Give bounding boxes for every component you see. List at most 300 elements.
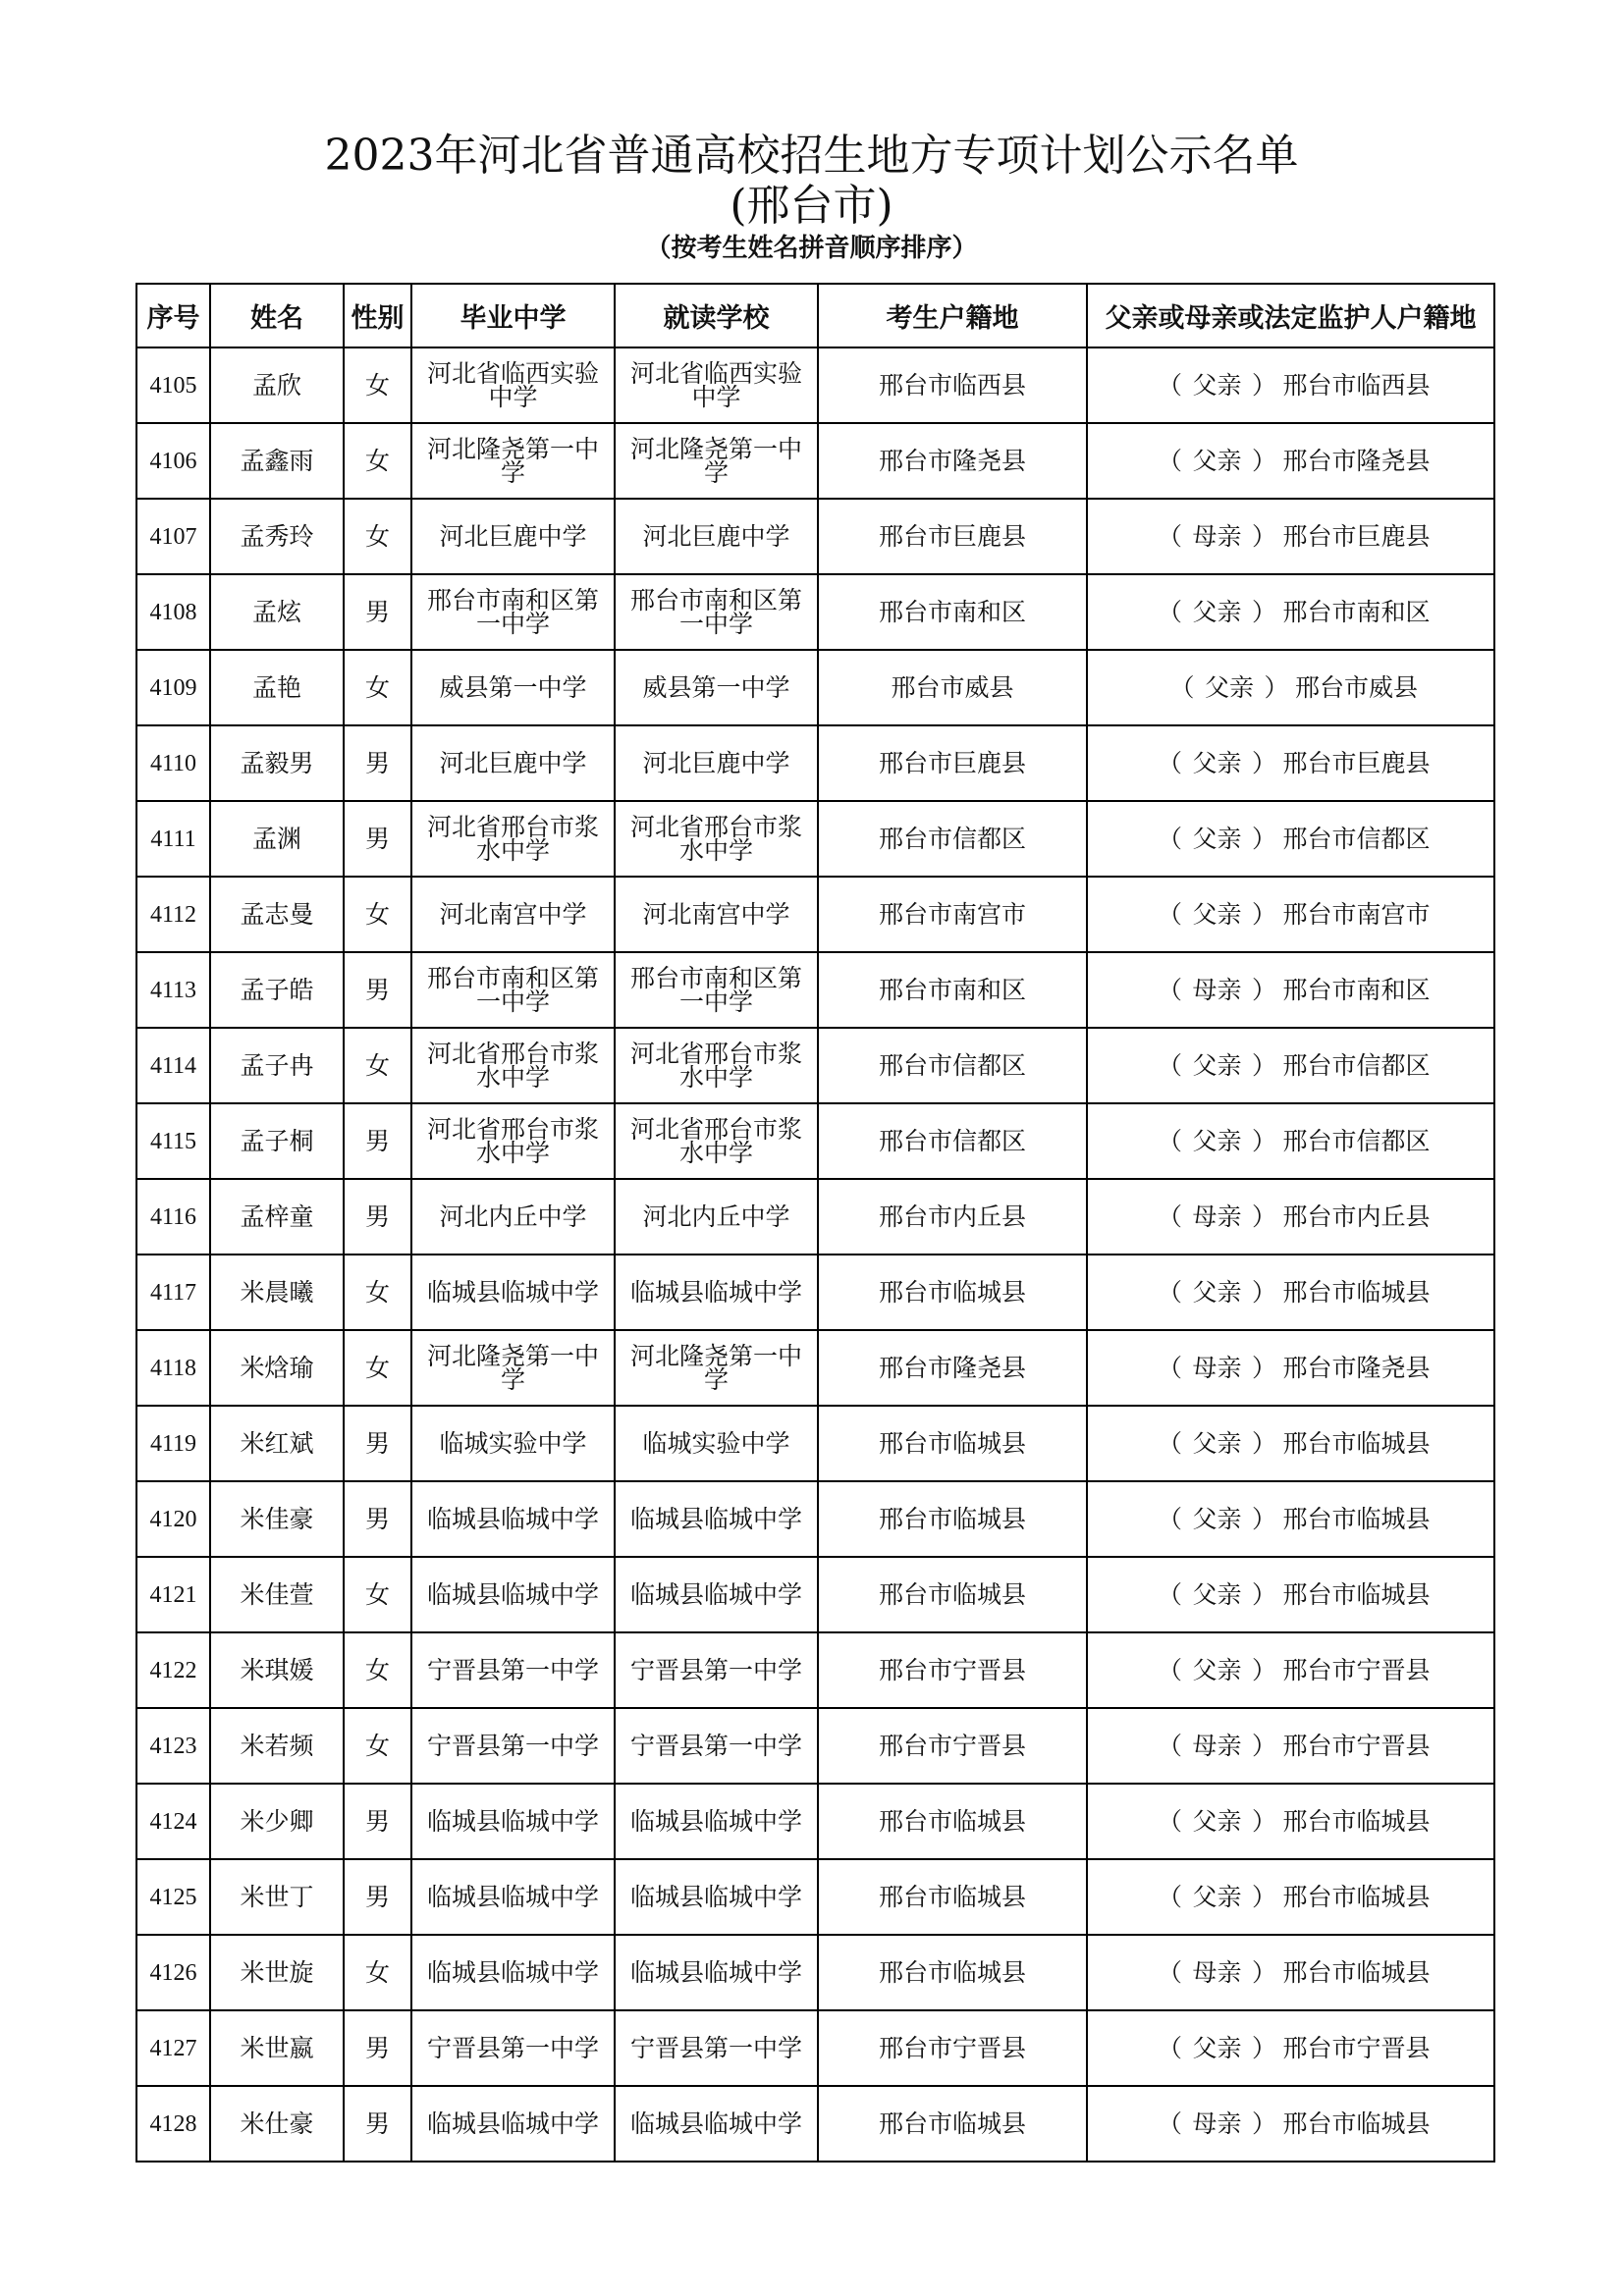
- cell-residence: 邢台市信都区: [818, 1028, 1087, 1103]
- open-paren: （: [1157, 2109, 1182, 2138]
- cell-relation: 母亲: [1192, 1201, 1242, 1231]
- cell-guardian-place: 邢台市临城县: [1282, 1579, 1431, 1609]
- cell-guardian-place: 邢台市威县: [1295, 672, 1419, 702]
- cell-gender: 女: [344, 1330, 411, 1406]
- cell-relation: 父亲: [1192, 824, 1242, 853]
- cell-gender: 男: [344, 1481, 411, 1557]
- cell-no: 4128: [136, 2086, 210, 2162]
- cell-guardian-residence: [1087, 347, 1494, 423]
- cell-residence: 邢台市南和区: [818, 574, 1087, 650]
- close-paren: ）: [1251, 1882, 1276, 1911]
- close-paren: ）: [1264, 672, 1289, 702]
- cell-grad-school: 河北省邢台市浆水中学: [411, 1103, 615, 1179]
- cell-no: 4108: [136, 574, 210, 650]
- cell-guardian-residence: [1087, 1255, 1494, 1330]
- cell-guardian-residence: [1087, 952, 1494, 1028]
- header-guardian-residence: 父亲或母亲或法定监护人户籍地: [1087, 284, 1494, 347]
- open-paren: （: [1157, 899, 1182, 929]
- cell-no: 4117: [136, 1255, 210, 1330]
- cell-residence: 邢台市临城县: [818, 1784, 1087, 1859]
- table-row: [136, 1028, 1494, 1103]
- cell-name: 孟欣: [210, 347, 344, 423]
- cell-school: 河北巨鹿中学: [615, 725, 818, 801]
- cell-name: 米佳萱: [210, 1557, 344, 1632]
- cell-relation: 母亲: [1192, 1353, 1242, 1382]
- cell-residence: 邢台市巨鹿县: [818, 725, 1087, 801]
- cell-relation: 母亲: [1192, 975, 1242, 1004]
- table-row: [136, 1708, 1494, 1784]
- cell-gender: 男: [344, 1103, 411, 1179]
- cell-name: 孟艳: [210, 650, 344, 725]
- cell-relation: 父亲: [1192, 2033, 1242, 2062]
- cell-guardian-residence: [1087, 650, 1494, 725]
- cell-school: 临城县临城中学: [615, 1557, 818, 1632]
- cell-name: 孟子冉: [210, 1028, 344, 1103]
- cell-grad-school: 宁晋县第一中学: [411, 1708, 615, 1784]
- cell-no: 4115: [136, 1103, 210, 1179]
- cell-gender: 男: [344, 1859, 411, 1935]
- cell-guardian-place: 邢台市临城县: [1282, 1277, 1431, 1307]
- cell-school: 临城县临城中学: [615, 1859, 818, 1935]
- cell-grad-school: 河北隆尧第一中学: [411, 1330, 615, 1406]
- close-paren: ）: [1251, 1050, 1276, 1080]
- cell-guardian-place: 邢台市信都区: [1282, 1050, 1431, 1080]
- cell-residence: 邢台市临城县: [818, 1859, 1087, 1935]
- cell-relation: 母亲: [1192, 2109, 1242, 2138]
- table-header-row: [136, 284, 1494, 347]
- cell-guardian-residence: [1087, 1859, 1494, 1935]
- cell-grad-school: 宁晋县第一中学: [411, 2010, 615, 2086]
- cell-grad-school: 河北隆尧第一中学: [411, 423, 615, 499]
- cell-relation: 父亲: [1192, 1504, 1242, 1533]
- cell-guardian-place: 邢台市临西县: [1282, 370, 1431, 400]
- close-paren: ）: [1251, 1957, 1276, 1987]
- cell-guardian-place: 邢台市临城县: [1282, 1806, 1431, 1836]
- open-paren: （: [1157, 824, 1182, 853]
- cell-school: 临城县临城中学: [615, 1784, 818, 1859]
- close-paren: ）: [1251, 1731, 1276, 1760]
- open-paren: （: [1157, 1731, 1182, 1760]
- cell-gender: 女: [344, 347, 411, 423]
- close-paren: ）: [1251, 1126, 1276, 1155]
- open-paren: （: [1157, 975, 1182, 1004]
- table-row: [136, 2086, 1494, 2162]
- cell-gender: 女: [344, 1557, 411, 1632]
- cell-name: 孟子桐: [210, 1103, 344, 1179]
- cell-residence: 邢台市威县: [818, 650, 1087, 725]
- cell-relation: 父亲: [1192, 1806, 1242, 1836]
- header-no: 序号: [136, 284, 210, 347]
- table-row: [136, 423, 1494, 499]
- cell-no: 4118: [136, 1330, 210, 1406]
- header-name: 姓名: [210, 284, 344, 347]
- cell-name: 孟梓童: [210, 1179, 344, 1255]
- cell-guardian-place: 邢台市宁晋县: [1282, 1655, 1431, 1684]
- close-paren: ）: [1251, 370, 1276, 400]
- open-paren: （: [1157, 1201, 1182, 1231]
- cell-residence: 邢台市临城县: [818, 1406, 1087, 1481]
- table-row: [136, 725, 1494, 801]
- cell-no: 4122: [136, 1632, 210, 1708]
- cell-guardian-place: 邢台市临城县: [1282, 1428, 1431, 1458]
- cell-grad-school: 河北南宫中学: [411, 877, 615, 952]
- open-paren: （: [1157, 1655, 1182, 1684]
- cell-no: 4107: [136, 499, 210, 574]
- cell-gender: 男: [344, 1179, 411, 1255]
- cell-gender: 男: [344, 2010, 411, 2086]
- open-paren: （: [1169, 672, 1195, 702]
- cell-school: 临城县临城中学: [615, 1255, 818, 1330]
- cell-gender: 女: [344, 1028, 411, 1103]
- cell-guardian-place: 邢台市临城县: [1282, 1957, 1431, 1987]
- cell-school: 河北隆尧第一中学: [615, 423, 818, 499]
- cell-name: 米世丁: [210, 1859, 344, 1935]
- close-paren: ）: [1251, 1655, 1276, 1684]
- cell-grad-school: 临城县临城中学: [411, 1784, 615, 1859]
- cell-relation: 父亲: [1192, 370, 1242, 400]
- cell-name: 米琪媛: [210, 1632, 344, 1708]
- table-row: [136, 499, 1494, 574]
- cell-guardian-place: 邢台市隆尧县: [1282, 1353, 1431, 1382]
- cell-grad-school: 临城县临城中学: [411, 1557, 615, 1632]
- cell-gender: 女: [344, 1708, 411, 1784]
- open-paren: （: [1157, 1579, 1182, 1609]
- open-paren: （: [1157, 1806, 1182, 1836]
- cell-residence: 邢台市临城县: [818, 1935, 1087, 2010]
- close-paren: ）: [1251, 597, 1276, 626]
- cell-school: 河北巨鹿中学: [615, 499, 818, 574]
- cell-guardian-residence: [1087, 2086, 1494, 2162]
- table-row: [136, 1557, 1494, 1632]
- cell-guardian-residence: [1087, 1935, 1494, 2010]
- open-paren: （: [1157, 1126, 1182, 1155]
- table-row: [136, 1784, 1494, 1859]
- cell-school: 河北内丘中学: [615, 1179, 818, 1255]
- cell-name: 孟鑫雨: [210, 423, 344, 499]
- cell-school: 威县第一中学: [615, 650, 818, 725]
- cell-name: 米晨曦: [210, 1255, 344, 1330]
- cell-school: 临城县临城中学: [615, 2086, 818, 2162]
- close-paren: ）: [1251, 1428, 1276, 1458]
- close-paren: ）: [1251, 1504, 1276, 1533]
- cell-residence: 邢台市信都区: [818, 1103, 1087, 1179]
- cell-grad-school: 威县第一中学: [411, 650, 615, 725]
- cell-grad-school: 临城县临城中学: [411, 1481, 615, 1557]
- close-paren: ）: [1251, 446, 1276, 475]
- cell-residence: 邢台市宁晋县: [818, 1708, 1087, 1784]
- cell-no: 4126: [136, 1935, 210, 2010]
- cell-relation: 母亲: [1192, 521, 1242, 551]
- document-title: 2023年河北省普通高校招生地方专项计划公示名单: [324, 131, 1299, 181]
- cell-relation: 父亲: [1192, 446, 1242, 475]
- open-paren: （: [1157, 1882, 1182, 1911]
- cell-name: 孟渊: [210, 801, 344, 877]
- close-paren: ）: [1251, 1201, 1276, 1231]
- cell-no: 4106: [136, 423, 210, 499]
- cell-grad-school: 河北巨鹿中学: [411, 499, 615, 574]
- cell-name: 孟秀玲: [210, 499, 344, 574]
- table-row: [136, 2010, 1494, 2086]
- open-paren: （: [1157, 1428, 1182, 1458]
- cell-residence: 邢台市宁晋县: [818, 2010, 1087, 2086]
- close-paren: ）: [1251, 1277, 1276, 1307]
- cell-guardian-residence: [1087, 574, 1494, 650]
- cell-guardian-residence: [1087, 1028, 1494, 1103]
- cell-relation: 父亲: [1192, 1050, 1242, 1080]
- cell-no: 4124: [136, 1784, 210, 1859]
- cell-school: 宁晋县第一中学: [615, 2010, 818, 2086]
- cell-school: 河北隆尧第一中学: [615, 1330, 818, 1406]
- table-row: [136, 1179, 1494, 1255]
- cell-guardian-residence: [1087, 423, 1494, 499]
- table-row: [136, 1935, 1494, 2010]
- open-paren: （: [1157, 1277, 1182, 1307]
- cell-guardian-place: 邢台市南和区: [1282, 597, 1431, 626]
- cell-guardian-residence: [1087, 1784, 1494, 1859]
- table-row: [136, 1103, 1494, 1179]
- sort-note: （按考生姓名拼音顺序排序）: [645, 234, 978, 263]
- cell-relation: 父亲: [1192, 748, 1242, 777]
- cell-guardian-place: 邢台市临城县: [1282, 1882, 1431, 1911]
- cell-guardian-place: 邢台市临城县: [1282, 1504, 1431, 1533]
- cell-gender: 女: [344, 877, 411, 952]
- cell-name: 米仕豪: [210, 2086, 344, 2162]
- cell-school: 河北省邢台市浆水中学: [615, 1028, 818, 1103]
- close-paren: ）: [1251, 1353, 1276, 1382]
- cell-no: 4109: [136, 650, 210, 725]
- cell-guardian-residence: [1087, 801, 1494, 877]
- header-residence: 考生户籍地: [818, 284, 1087, 347]
- open-paren: （: [1157, 2033, 1182, 2062]
- cell-gender: 女: [344, 650, 411, 725]
- cell-residence: 邢台市内丘县: [818, 1179, 1087, 1255]
- open-paren: （: [1157, 597, 1182, 626]
- cell-no: 4119: [136, 1406, 210, 1481]
- cell-residence: 邢台市临城县: [818, 1481, 1087, 1557]
- close-paren: ）: [1251, 748, 1276, 777]
- cell-gender: 男: [344, 574, 411, 650]
- table-row: [136, 801, 1494, 877]
- cell-no: 4110: [136, 725, 210, 801]
- cell-school: 邢台市南和区第一中学: [615, 952, 818, 1028]
- cell-residence: 邢台市临城县: [818, 2086, 1087, 2162]
- cell-guardian-residence: [1087, 1481, 1494, 1557]
- cell-no: 4113: [136, 952, 210, 1028]
- cell-gender: 女: [344, 499, 411, 574]
- cell-residence: 邢台市临城县: [818, 1255, 1087, 1330]
- cell-relation: 父亲: [1192, 1882, 1242, 1911]
- cell-name: 米世嬴: [210, 2010, 344, 2086]
- table-row: [136, 650, 1494, 725]
- cell-guardian-place: 邢台市巨鹿县: [1282, 521, 1431, 551]
- cell-residence: 邢台市宁晋县: [818, 1632, 1087, 1708]
- cell-gender: 男: [344, 725, 411, 801]
- open-paren: （: [1157, 1050, 1182, 1080]
- table-row: [136, 1859, 1494, 1935]
- cell-residence: 邢台市南和区: [818, 952, 1087, 1028]
- open-paren: （: [1157, 446, 1182, 475]
- cell-name: 孟毅男: [210, 725, 344, 801]
- cell-guardian-residence: [1087, 1179, 1494, 1255]
- open-paren: （: [1157, 1957, 1182, 1987]
- cell-no: 4105: [136, 347, 210, 423]
- cell-relation: 父亲: [1192, 1428, 1242, 1458]
- cell-guardian-place: 邢台市宁晋县: [1282, 2033, 1431, 2062]
- cell-school: 临城县临城中学: [615, 1481, 818, 1557]
- cell-residence: 邢台市巨鹿县: [818, 499, 1087, 574]
- document-subtitle: (邢台市): [730, 181, 893, 231]
- cell-gender: 男: [344, 2086, 411, 2162]
- cell-guardian-residence: [1087, 1708, 1494, 1784]
- open-paren: （: [1157, 370, 1182, 400]
- open-paren: （: [1157, 1353, 1182, 1382]
- cell-name: 孟志曼: [210, 877, 344, 952]
- cell-name: 米世旋: [210, 1935, 344, 2010]
- cell-relation: 父亲: [1192, 1126, 1242, 1155]
- cell-gender: 男: [344, 952, 411, 1028]
- cell-school: 河北省临西实验中学: [615, 347, 818, 423]
- cell-name: 米少卿: [210, 1784, 344, 1859]
- cell-guardian-place: 邢台市信都区: [1282, 1126, 1431, 1155]
- cell-guardian-residence: [1087, 1406, 1494, 1481]
- cell-name: 孟子皓: [210, 952, 344, 1028]
- cell-no: 4116: [136, 1179, 210, 1255]
- table-row: [136, 347, 1494, 423]
- cell-grad-school: 邢台市南和区第一中学: [411, 952, 615, 1028]
- cell-grad-school: 宁晋县第一中学: [411, 1632, 615, 1708]
- cell-relation: 父亲: [1204, 672, 1254, 702]
- cell-relation: 父亲: [1192, 1655, 1242, 1684]
- cell-grad-school: 临城县临城中学: [411, 2086, 615, 2162]
- cell-grad-school: 邢台市南和区第一中学: [411, 574, 615, 650]
- cell-grad-school: 河北巨鹿中学: [411, 725, 615, 801]
- cell-school: 邢台市南和区第一中学: [615, 574, 818, 650]
- cell-school: 临城县临城中学: [615, 1935, 818, 2010]
- cell-grad-school: 临城县临城中学: [411, 1859, 615, 1935]
- candidate-table: [135, 283, 1495, 2163]
- cell-guardian-residence: [1087, 1330, 1494, 1406]
- cell-guardian-place: 邢台市宁晋县: [1282, 1731, 1431, 1760]
- cell-no: 4123: [136, 1708, 210, 1784]
- table-body: [136, 347, 1494, 2162]
- header-grad-school: 毕业中学: [411, 284, 615, 347]
- cell-no: 4121: [136, 1557, 210, 1632]
- cell-gender: 男: [344, 1406, 411, 1481]
- cell-relation: 母亲: [1192, 1957, 1242, 1987]
- cell-guardian-place: 邢台市信都区: [1282, 824, 1431, 853]
- cell-gender: 女: [344, 1255, 411, 1330]
- cell-no: 4114: [136, 1028, 210, 1103]
- cell-relation: 父亲: [1192, 899, 1242, 929]
- cell-no: 4111: [136, 801, 210, 877]
- cell-name: 米红斌: [210, 1406, 344, 1481]
- table-row: [136, 1255, 1494, 1330]
- cell-gender: 男: [344, 801, 411, 877]
- cell-guardian-place: 邢台市南和区: [1282, 975, 1431, 1004]
- close-paren: ）: [1251, 824, 1276, 853]
- cell-gender: 男: [344, 1784, 411, 1859]
- close-paren: ）: [1251, 1806, 1276, 1836]
- cell-grad-school: 临城县临城中学: [411, 1935, 615, 2010]
- cell-name: 米焓瑜: [210, 1330, 344, 1406]
- cell-grad-school: 河北省临西实验中学: [411, 347, 615, 423]
- cell-guardian-place: 邢台市临城县: [1282, 2109, 1431, 2138]
- cell-relation: 父亲: [1192, 1579, 1242, 1609]
- open-paren: （: [1157, 521, 1182, 551]
- close-paren: ）: [1251, 899, 1276, 929]
- cell-school: 宁晋县第一中学: [615, 1708, 818, 1784]
- cell-no: 4127: [136, 2010, 210, 2086]
- cell-gender: 女: [344, 423, 411, 499]
- cell-no: 4125: [136, 1859, 210, 1935]
- table-row: [136, 952, 1494, 1028]
- open-paren: （: [1157, 748, 1182, 777]
- cell-residence: 邢台市临城县: [818, 1557, 1087, 1632]
- cell-no: 4120: [136, 1481, 210, 1557]
- table-row: [136, 1330, 1494, 1406]
- cell-relation: 母亲: [1192, 1731, 1242, 1760]
- cell-school: 河北省邢台市浆水中学: [615, 1103, 818, 1179]
- cell-guardian-place: 邢台市内丘县: [1282, 1201, 1431, 1231]
- cell-guardian-residence: [1087, 2010, 1494, 2086]
- close-paren: ）: [1251, 521, 1276, 551]
- header-school: 就读学校: [615, 284, 818, 347]
- cell-name: 米若频: [210, 1708, 344, 1784]
- table-row: [136, 1632, 1494, 1708]
- cell-school: 河北南宫中学: [615, 877, 818, 952]
- cell-grad-school: 河北省邢台市浆水中学: [411, 801, 615, 877]
- cell-grad-school: 临城县临城中学: [411, 1255, 615, 1330]
- table-row: [136, 1481, 1494, 1557]
- cell-gender: 女: [344, 1632, 411, 1708]
- cell-residence: 邢台市南宫市: [818, 877, 1087, 952]
- cell-guardian-residence: [1087, 1632, 1494, 1708]
- cell-grad-school: 临城实验中学: [411, 1406, 615, 1481]
- cell-guardian-place: 邢台市隆尧县: [1282, 446, 1431, 475]
- open-paren: （: [1157, 1504, 1182, 1533]
- cell-grad-school: 河北省邢台市浆水中学: [411, 1028, 615, 1103]
- cell-guardian-residence: [1087, 725, 1494, 801]
- cell-guardian-residence: [1087, 1103, 1494, 1179]
- cell-residence: 邢台市信都区: [818, 801, 1087, 877]
- cell-residence: 邢台市隆尧县: [818, 1330, 1087, 1406]
- table-row: [136, 574, 1494, 650]
- header-gender: 性别: [344, 284, 411, 347]
- cell-guardian-residence: [1087, 1557, 1494, 1632]
- close-paren: ）: [1251, 2109, 1276, 2138]
- cell-residence: 邢台市隆尧县: [818, 423, 1087, 499]
- cell-school: 宁晋县第一中学: [615, 1632, 818, 1708]
- cell-guardian-place: 邢台市巨鹿县: [1282, 748, 1431, 777]
- cell-name: 米佳豪: [210, 1481, 344, 1557]
- cell-school: 临城实验中学: [615, 1406, 818, 1481]
- cell-guardian-residence: [1087, 499, 1494, 574]
- cell-school: 河北省邢台市浆水中学: [615, 801, 818, 877]
- close-paren: ）: [1251, 2033, 1276, 2062]
- cell-relation: 父亲: [1192, 1277, 1242, 1307]
- cell-name: 孟炫: [210, 574, 344, 650]
- close-paren: ）: [1251, 975, 1276, 1004]
- table-row: [136, 877, 1494, 952]
- cell-grad-school: 河北内丘中学: [411, 1179, 615, 1255]
- close-paren: ）: [1251, 1579, 1276, 1609]
- cell-guardian-place: 邢台市南宫市: [1282, 899, 1431, 929]
- table-row: [136, 1406, 1494, 1481]
- cell-gender: 女: [344, 1935, 411, 2010]
- cell-no: 4112: [136, 877, 210, 952]
- cell-residence: 邢台市临西县: [818, 347, 1087, 423]
- cell-guardian-residence: [1087, 877, 1494, 952]
